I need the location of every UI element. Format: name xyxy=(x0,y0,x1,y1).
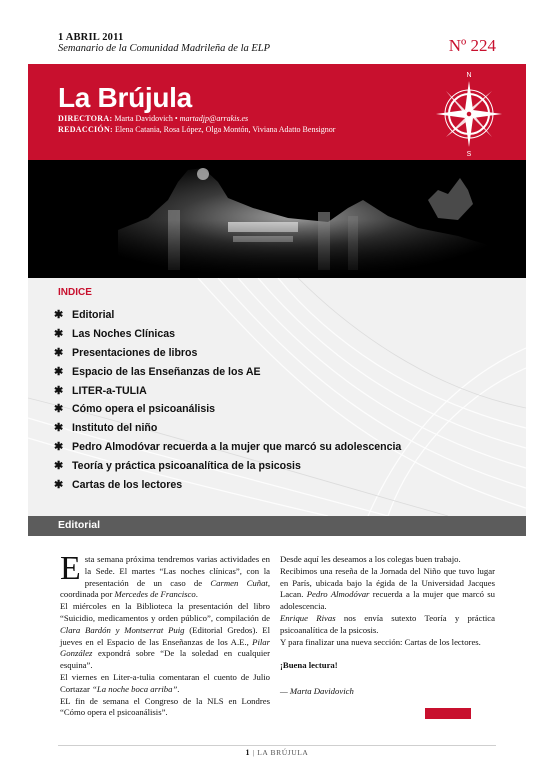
page-footer xyxy=(0,748,554,757)
footer-separator: | xyxy=(252,748,255,757)
footer-label: LA BRÚJULA xyxy=(257,748,309,757)
index-list xyxy=(54,306,401,495)
director-label: DIRECTORA: xyxy=(58,114,113,123)
asterisk-icon: ✱ xyxy=(54,441,64,454)
red-accent-block xyxy=(425,708,471,719)
index-item-liter-a-tulia[interactable] xyxy=(54,382,401,401)
index-item-editorial[interactable] xyxy=(54,306,401,325)
editorial-closing: ¡Buena lectura! xyxy=(280,660,338,671)
editorial-staff-line xyxy=(58,125,335,134)
asterisk-icon: ✱ xyxy=(54,365,64,378)
night-building-photo xyxy=(28,160,526,278)
editorial-paragraph: Enrique Rivas nos envía sutexto Teoría y práctica psicoanalítica de la psicosis. xyxy=(280,612,495,635)
redaccion-names: Elena Catania, Rosa López, Olga Montón, Viviana Adatto Bensignor xyxy=(115,125,336,134)
publication-subtitle: Semanario de la Comunidad Madrileña de la ELP xyxy=(58,43,271,54)
section-header-bar xyxy=(28,516,526,536)
index-item-instituto-nino[interactable] xyxy=(54,419,401,438)
index-item-almodovar[interactable] xyxy=(54,438,401,457)
footer-divider xyxy=(58,745,496,746)
director-email[interactable]: martadjp@arrakis.es xyxy=(179,114,249,123)
masthead-banner xyxy=(28,64,526,160)
index-heading: INDICE xyxy=(58,287,92,298)
editorial-paragraph: Esta semana próxima tendremos varias actividades en la Sede. El martes “Las noches clínicas”, con la presentación de un caso de Carmen Cuñat, coordinada por Mercedes de Francisco. xyxy=(60,550,270,600)
index-item-label: Las Noches Clínicas xyxy=(72,327,176,340)
editorial-paragraph: Y para finalizar una nueva sección: Cartas de los lectores. xyxy=(280,636,481,647)
issue-number: Nº 224 xyxy=(448,36,496,55)
director-line xyxy=(58,114,248,123)
director-name: Marta Davidovich xyxy=(114,114,173,123)
editorial-paragraph: Recibimos una reseña de la Jornada del Niño que tuvo lugar en París, ubicada bajo la égida de la Universidad Jacques Lacan. Pedro Almodóvar recuerda a la mujer que marcó su adolescencia. xyxy=(280,565,496,612)
index-panel xyxy=(28,278,526,516)
editorial-column-left xyxy=(60,550,271,719)
index-item-noches-clinicas[interactable] xyxy=(54,325,401,344)
editorial-paragraph: El miércoles en la Biblioteca la presentación del libro “Suicidio, medicamentos y orden público”, compilación de Clara Bardón y Montserrat Puig (Editorial Gredos). El jueves en el Espacio de las Enseñanzas de los A.E., Pilar González expondrá sobre “De la soledad en cualquier esquina”. xyxy=(60,601,271,671)
index-item-label: Pedro Almodóvar recuerda a la mujer que marcó su adolescencia xyxy=(72,441,402,454)
drop-cap: E xyxy=(60,550,81,587)
index-item-espacio-ae[interactable] xyxy=(54,363,401,382)
index-item-label: Instituto del niño xyxy=(72,422,158,435)
index-item-label: Cómo opera el psicoanálisis xyxy=(72,403,216,416)
asterisk-icon: ✱ xyxy=(54,403,64,416)
asterisk-icon: ✱ xyxy=(54,309,64,321)
index-item-label: Presentaciones de libros xyxy=(72,346,198,359)
bullet-separator: • xyxy=(174,114,178,123)
asterisk-icon: ✱ xyxy=(54,460,64,473)
asterisk-icon: ✱ xyxy=(54,346,64,359)
compass-north-label: N xyxy=(466,72,472,79)
redaccion-label: REDACCIÓN: xyxy=(58,125,113,134)
compass-south-label: S xyxy=(466,151,472,157)
index-item-label: LITER-a-TULIA xyxy=(72,384,147,397)
editorial-paragraph: Desde aquí les deseamos a los colegas buen trabajo. xyxy=(280,554,461,564)
asterisk-icon: ✱ xyxy=(54,384,64,397)
asterisk-icon: ✱ xyxy=(54,327,64,340)
index-item-label: Espacio de las Enseñanzas de los AE xyxy=(72,365,261,378)
index-item-psicosis[interactable] xyxy=(54,457,401,476)
index-item-presentaciones[interactable] xyxy=(54,344,401,363)
asterisk-icon: ✱ xyxy=(54,422,64,435)
page-number: 1 xyxy=(245,748,251,757)
asterisk-icon: ✱ xyxy=(54,479,64,492)
index-item-label: Cartas de los lectores xyxy=(72,479,183,492)
compass-icon xyxy=(424,67,514,157)
masthead-title: La Brújula xyxy=(58,82,192,113)
section-title: Editorial xyxy=(58,519,101,531)
editorial-column-right xyxy=(280,554,495,698)
editorial-paragraph: El viernes en Liter-a-tulia comentaran el cuento de Julio Cortazar “La noche boca arriba”. xyxy=(60,671,270,694)
editorial-signature: — Marta Davidovich xyxy=(280,686,354,697)
index-item-label: Editorial xyxy=(72,309,115,321)
index-item-como-opera[interactable] xyxy=(54,400,401,419)
editorial-paragraph: EL fin de semana el Congreso de la NLS en Londres “Cómo opera el psicoanálisis”. xyxy=(60,695,270,718)
issue-date: 1 ABRIL 2011 xyxy=(58,32,124,43)
index-item-label: Teoría y práctica psicoanalítica de la psicosis xyxy=(72,460,301,473)
index-item-cartas[interactable] xyxy=(54,476,401,495)
